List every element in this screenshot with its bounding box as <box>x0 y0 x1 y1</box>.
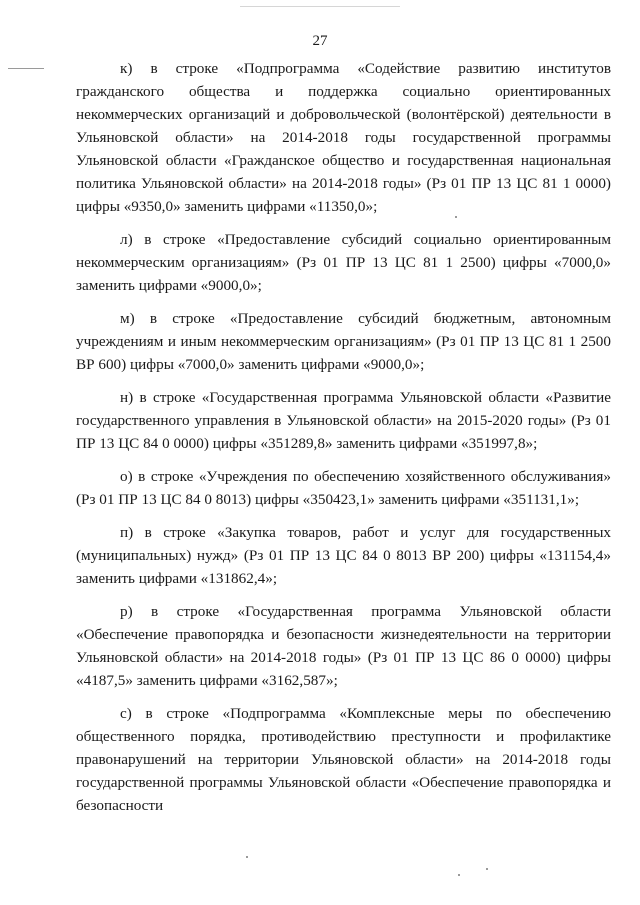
document-body <box>76 57 611 827</box>
page-number: 27 <box>312 33 328 49</box>
paragraph-n: н) в строке «Государственная программа Ульяновской области «Развитие государственного управления в Ульяновской области» на 2015-2020 годы» (Рз 01 ПР 13 ЦС 84 0 0000) цифры «351289,8» заменить цифрами «351997,8»; <box>76 389 611 452</box>
paragraph-m: м) в строке «Предоставление субсидий бюджетным, автономным учреждениям и иным некоммерческим организациям» (Рз 01 ПР 13 ЦС 81 1 2500 ВР 600) цифры «7000,0» заменить цифрами «9000,0»; <box>76 310 611 373</box>
scan-artifact-dot <box>458 874 460 876</box>
paragraph-l: л) в строке «Предоставление субсидий социально ориентированным некоммерческим организациям» (Рз 01 ПР 13 ЦС 81 1 2500) цифры «7000,0» заменить цифрами «9000,0»; <box>76 231 611 294</box>
paragraph-k: к) в строке «Подпрограмма «Содействие развитию институтов гражданского общества и поддержка социально ориентированных некоммерческих организаций и добровольческой (волонтёрской) деятельности в Ульяновской области» на 2014-2018 годы государственной программы Ульяновской области «Гражданское общество и государственная национальная политика Ульяновской области» на 2014-2018 годы» (Рз 01 ПР 13 ЦС 81 1 0000) цифры «9350,0» заменить цифрами «11350,0»; <box>76 60 611 215</box>
paragraph-o: о) в строке «Учреждения по обеспечению хозяйственного обслуживания» (Рз 01 ПР 13 ЦС 84 0 8013) цифры «350423,1» заменить цифрами «351131,1»; <box>76 468 611 508</box>
scan-artifact-dot <box>486 868 488 870</box>
scan-artifact-dot <box>246 856 248 858</box>
paragraph-p: п) в строке «Закупка товаров, работ и услуг для государственных (муниципальных) нужд» (Рз 01 ПР 13 ЦС 84 0 8013 ВР 200) цифры «131154,4» заменить цифрами «131862,4»; <box>76 524 611 587</box>
paragraph-r: р) в строке «Государственная программа Ульяновской области «Обеспечение правопорядка и безопасности жизнедеятельности на территории Ульяновской области» на 2014-2018 годы» (Рз 01 ПР 13 ЦС 86 0 0000) цифры «4187,5» заменить цифрами «3162,587»; <box>76 603 611 689</box>
scan-artifact-line <box>8 68 44 69</box>
paragraph-s: с) в строке «Подпрограмма «Комплексные меры по обеспечению общественного порядка, противодействию преступности и профилактике правонарушений на территории Ульяновской области» на 2014-2018 годы государственной программы Ульяновской области «Обеспечение правопорядка и безопасности <box>76 705 611 814</box>
scan-artifact-line <box>240 6 400 7</box>
